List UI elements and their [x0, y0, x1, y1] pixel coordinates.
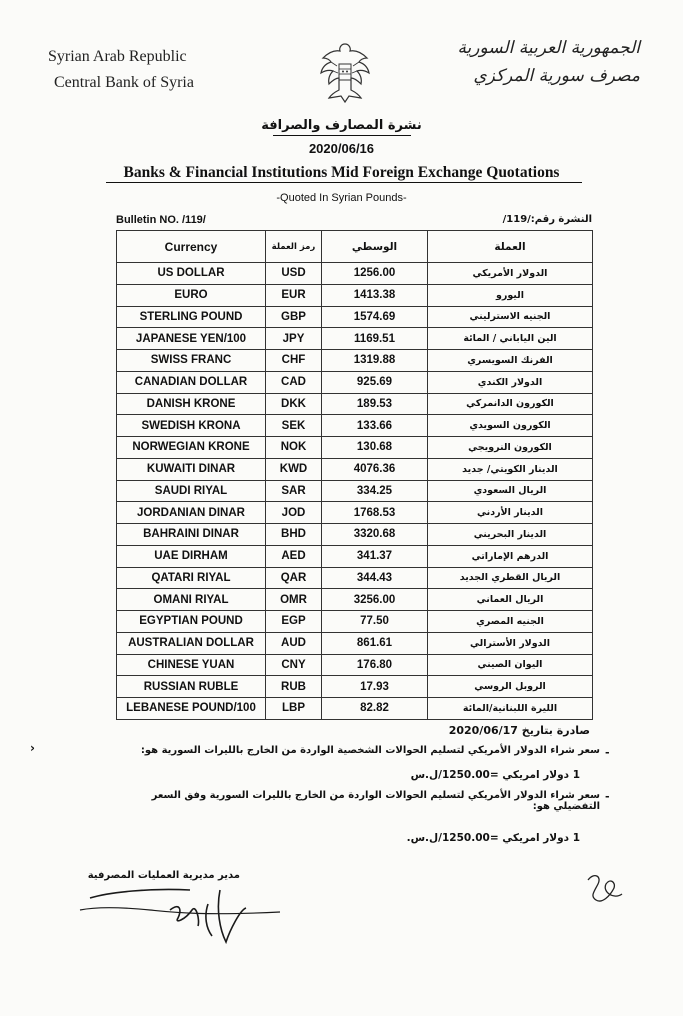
- cell-currency-ar: الدولار الأمريكي: [428, 263, 593, 285]
- header-en-line1: Syrian Arab Republic: [48, 48, 187, 65]
- cell-mid: 130.68: [322, 437, 428, 459]
- header-code: رمز العملة: [266, 231, 322, 263]
- cell-currency: LEBANESE POUND/100: [117, 698, 266, 720]
- cell-mid: 3320.68: [322, 524, 428, 546]
- cell-currency: BAHRAINI DINAR: [117, 524, 266, 546]
- bulletin-title-en: Banks & Financial Institutions Mid Foreign Exchange Quotations: [123, 164, 560, 181]
- rates-table: [116, 230, 593, 720]
- cell-currency: RUSSIAN RUBLE: [117, 676, 266, 698]
- header-en-line2: Central Bank of Syria: [54, 74, 194, 91]
- cell-mid: 82.82: [322, 698, 428, 720]
- table-row: [117, 611, 593, 633]
- cell-currency: SWEDISH KRONA: [117, 415, 266, 437]
- cell-currency-ar: الكورون النرويجي: [428, 437, 593, 459]
- cell-mid: 133.66: [322, 415, 428, 437]
- cell-mid: 17.93: [322, 676, 428, 698]
- table-row: [117, 458, 593, 480]
- table-row: [117, 371, 593, 393]
- cell-mid: 1413.38: [322, 284, 428, 306]
- cell-mid: 344.43: [322, 567, 428, 589]
- cell-code: BHD: [266, 524, 322, 546]
- cell-code: JOD: [266, 502, 322, 524]
- signature-icon: [70, 880, 290, 950]
- table-row: [117, 524, 593, 546]
- cell-currency: AUSTRALIAN DOLLAR: [117, 632, 266, 654]
- cell-code: USD: [266, 263, 322, 285]
- cell-currency: SAUDI RIYAL: [117, 480, 266, 502]
- cell-currency: JORDANIAN DINAR: [117, 502, 266, 524]
- table-row: [117, 480, 593, 502]
- bulletin-number-en: Bulletin NO. /119/: [116, 214, 206, 226]
- cell-code: OMR: [266, 589, 322, 611]
- quoted-note: -Quoted In Syrian Pounds-: [276, 192, 407, 204]
- header-ar-line2: مصرف سورية المركزي: [473, 66, 640, 86]
- cell-currency: CANADIAN DOLLAR: [117, 371, 266, 393]
- cell-code: EUR: [266, 284, 322, 306]
- table-row: [117, 676, 593, 698]
- title-underline: [273, 135, 411, 136]
- cell-mid: 1574.69: [322, 306, 428, 328]
- issued-date: صادرة بتاريخ 2020/06/17: [448, 724, 590, 737]
- table-row: [117, 437, 593, 459]
- cell-mid: 189.53: [322, 393, 428, 415]
- cell-currency-ar: الين الياباني / المائة: [428, 328, 593, 350]
- bullet-dash-1: -: [605, 746, 610, 759]
- cell-currency-ar: الليرة اللبنانية/المائة: [428, 698, 593, 720]
- table-row: [117, 654, 593, 676]
- cell-currency: QATARI RIYAL: [117, 567, 266, 589]
- table-header-row: [117, 231, 593, 263]
- cell-currency: DANISH KRONE: [117, 393, 266, 415]
- cell-code: AED: [266, 545, 322, 567]
- cell-currency-ar: اليورو: [428, 284, 593, 306]
- cell-currency-ar: الجنيه الاسترليني: [428, 306, 593, 328]
- cell-code: NOK: [266, 437, 322, 459]
- table-row: [117, 632, 593, 654]
- cell-currency-ar: الريال العماني: [428, 589, 593, 611]
- cell-currency: EGYPTIAN POUND: [117, 611, 266, 633]
- cell-mid: 925.69: [322, 371, 428, 393]
- cell-currency: NORWEGIAN KRONE: [117, 437, 266, 459]
- table-row: [117, 545, 593, 567]
- cell-code: AUD: [266, 632, 322, 654]
- cell-currency-ar: الريال القطري الجديد: [428, 567, 593, 589]
- cell-currency-ar: الريال السعودي: [428, 480, 593, 502]
- header-currency: Currency: [117, 231, 266, 263]
- cell-code: KWD: [266, 458, 322, 480]
- cell-mid: 77.50: [322, 611, 428, 633]
- table-row: [117, 284, 593, 306]
- cell-mid: 341.37: [322, 545, 428, 567]
- cell-mid: 3256.00: [322, 589, 428, 611]
- cell-mid: 1319.88: [322, 350, 428, 372]
- margin-mark-icon: ›: [30, 741, 35, 755]
- rate-preferential: 1 دولار امريكي =1250.00/ل.س.: [406, 832, 580, 844]
- cell-currency: US DOLLAR: [117, 263, 266, 285]
- table-row: [117, 306, 593, 328]
- cell-code: DKK: [266, 393, 322, 415]
- cell-code: QAR: [266, 567, 322, 589]
- initials-signature-icon: [580, 866, 630, 910]
- note-personal-transfers: سعر شراء الدولار الأمريكي لتسليم الحوالات الشخصية الواردة من الخارج بالليرات السورية هو:: [140, 745, 600, 756]
- cell-currency-ar: الكورون السويدي: [428, 415, 593, 437]
- cell-mid: 176.80: [322, 654, 428, 676]
- cell-code: CAD: [266, 371, 322, 393]
- cell-currency-ar: اليوان الصيني: [428, 654, 593, 676]
- note-preferential: سعر شراء الدولار الأمريكي لتسليم الحوالات الواردة من الخارج بالليرات السورية وفق السعر التفضيلي هو:: [151, 790, 600, 812]
- cell-currency-ar: الدينار الكويتي/ جديد: [428, 458, 593, 480]
- cell-currency-ar: الجنيه المصري: [428, 611, 593, 633]
- cell-code: SEK: [266, 415, 322, 437]
- bulletin-number-ar: النشرة رقم:/119/: [502, 214, 592, 225]
- cell-currency-ar: الدولار الأسترالي: [428, 632, 593, 654]
- table-row: [117, 567, 593, 589]
- rate-personal: 1 دولار امريكي =1250.00/ل.س: [410, 769, 580, 781]
- header-currency-ar: العملة: [428, 231, 593, 263]
- cell-currency: UAE DIRHAM: [117, 545, 266, 567]
- table-row: [117, 415, 593, 437]
- cell-currency: JAPANESE YEN/100: [117, 328, 266, 350]
- cell-code: EGP: [266, 611, 322, 633]
- cell-currency-ar: الروبل الروسي: [428, 676, 593, 698]
- bulletin-title-ar: نشرة المصارف والصرافة: [261, 118, 422, 133]
- cell-code: CHF: [266, 350, 322, 372]
- cell-code: JPY: [266, 328, 322, 350]
- cell-mid: 4076.36: [322, 458, 428, 480]
- cell-code: CNY: [266, 654, 322, 676]
- cell-currency-ar: الدرهم الإماراتي: [428, 545, 593, 567]
- header-ar-line1: الجمهورية العربية السورية: [457, 38, 640, 58]
- table-row: [117, 589, 593, 611]
- header-mid: الوسطي: [322, 231, 428, 263]
- cell-mid: 334.25: [322, 480, 428, 502]
- table-row: [117, 393, 593, 415]
- cell-currency: CHINESE YUAN: [117, 654, 266, 676]
- cell-code: GBP: [266, 306, 322, 328]
- table-row: [117, 263, 593, 285]
- cell-currency-ar: الدينار البحريني: [428, 524, 593, 546]
- table-row: [117, 502, 593, 524]
- cell-currency: OMANI RIYAL: [117, 589, 266, 611]
- eagle-emblem-icon: [317, 40, 373, 104]
- signature-caption: مدير مديرية العمليات المصرفية: [87, 870, 240, 881]
- cell-mid: 861.61: [322, 632, 428, 654]
- cell-code: LBP: [266, 698, 322, 720]
- cell-code: RUB: [266, 676, 322, 698]
- cell-currency: STERLING POUND: [117, 306, 266, 328]
- cell-currency-ar: الكورون الدانمركي: [428, 393, 593, 415]
- cell-mid: 1768.53: [322, 502, 428, 524]
- cell-currency: SWISS FRANC: [117, 350, 266, 372]
- bullet-dash-2: -: [605, 790, 610, 803]
- title-en-underline: [106, 182, 582, 183]
- cell-currency-ar: الفرنك السويسري: [428, 350, 593, 372]
- table-row: [117, 350, 593, 372]
- cell-currency: EURO: [117, 284, 266, 306]
- cell-currency-ar: الدولار الكندي: [428, 371, 593, 393]
- cell-mid: 1256.00: [322, 263, 428, 285]
- cell-code: SAR: [266, 480, 322, 502]
- table-row: [117, 698, 593, 720]
- cell-currency-ar: الدينار الأردني: [428, 502, 593, 524]
- cell-currency: KUWAITI DINAR: [117, 458, 266, 480]
- cell-mid: 1169.51: [322, 328, 428, 350]
- table-row: [117, 328, 593, 350]
- bulletin-date: 2020/06/16: [308, 141, 375, 156]
